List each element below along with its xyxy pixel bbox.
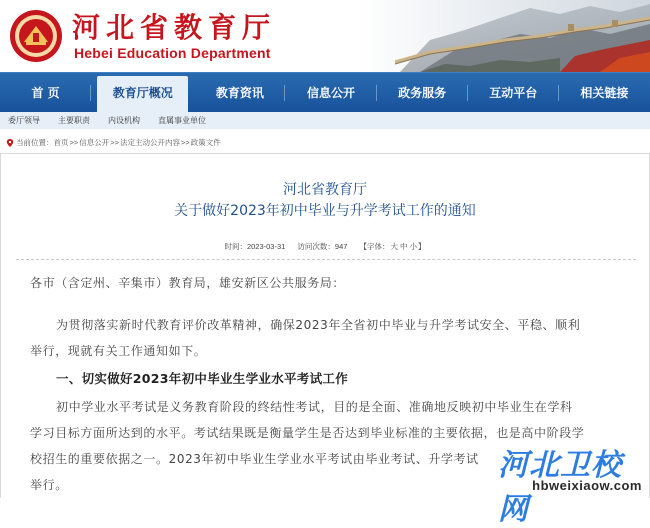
nav-item-label: 首 页 xyxy=(31,86,60,100)
nav-item-news[interactable] xyxy=(194,73,285,113)
article-paragraph: 校招生的重要依据之一。2023年初中毕业生学业水平考试由毕业考试、升学考试 xyxy=(30,452,479,466)
article-paragraph: 学习目标方面所达到的水平。考试结果既是衡量学生是否达到毕业标准的主要依据，也是高中阶段学 xyxy=(30,426,585,440)
site-subtitle: Hebei Education Department xyxy=(74,45,271,61)
breadcrumb-separator: >> xyxy=(110,138,120,147)
breadcrumb xyxy=(6,137,221,149)
font-size-open: 【字体： xyxy=(359,242,390,251)
article-issuer: 河北省教育厅 xyxy=(283,182,367,198)
nav-item-info-disclosure[interactable] xyxy=(285,73,376,113)
breadcrumb-separator: >> xyxy=(181,138,190,147)
font-size-switcher xyxy=(360,242,426,251)
nav-item-label: 教育资讯 xyxy=(215,86,264,100)
breadcrumb-link[interactable]: 首页 xyxy=(53,138,69,147)
nav-item-services[interactable] xyxy=(377,73,468,113)
subnav-item-affiliated-units[interactable]: 直属事业单位 xyxy=(158,116,206,125)
views-label: 访问次数： xyxy=(297,242,335,251)
site-watermark xyxy=(498,440,646,527)
subnav-item-duties[interactable]: 主要职责 xyxy=(58,116,90,125)
breadcrumb-prefix: 当前位置： xyxy=(16,138,54,147)
article-meta xyxy=(0,241,650,253)
nav-item-links[interactable] xyxy=(559,73,650,113)
nav-item-interaction[interactable] xyxy=(468,73,559,113)
font-size-medium-link[interactable]: 中 xyxy=(400,242,408,251)
nav-item-overview[interactable] xyxy=(97,76,188,113)
nav-item-label: 信息公开 xyxy=(306,86,355,100)
header-banner xyxy=(0,0,650,72)
view-count xyxy=(297,242,347,251)
time-value: 2023-03-31 xyxy=(246,242,286,251)
subnav-item-departments[interactable]: 内设机构 xyxy=(108,116,140,125)
site-title: 河北省教育厅 xyxy=(72,11,277,44)
breadcrumb-link[interactable]: 法定主动公开内容 xyxy=(120,138,181,147)
nav-item-label: 政务服务 xyxy=(398,86,447,100)
sub-nav xyxy=(0,112,650,129)
subnav-item-leaders[interactable]: 委厅领导 xyxy=(8,116,40,125)
publish-time xyxy=(224,242,285,251)
views-value: 947 xyxy=(334,242,348,251)
article-paragraph: 为贯彻落实新时代教育评价改革精神，确保2023年全省初中毕业与升学考试安全、平稳、顺利 xyxy=(56,318,581,332)
watermark-text: 河北卫校网 xyxy=(498,448,622,527)
article-paragraph: 初中学业水平考试是义务教育阶段的终结性考试，目的是全面、准确地反映初中毕业生在学科 xyxy=(56,400,573,414)
nav-item-label: 相关链接 xyxy=(580,86,629,100)
article-paragraph: 举行。 xyxy=(30,478,68,492)
nav-item-home[interactable] xyxy=(0,73,91,113)
breadcrumb-link[interactable]: 信息公开 xyxy=(79,138,110,147)
font-size-large-link[interactable]: 大 xyxy=(390,242,399,251)
watermark-url: hbweixiaow.com xyxy=(532,478,642,493)
article-section-heading: 一、切实做好2023年初中毕业生学业水平考试工作 xyxy=(56,371,348,386)
main-nav xyxy=(0,72,650,112)
location-pin-icon xyxy=(6,139,14,147)
nav-item-label: 教育厅概况 xyxy=(112,86,173,100)
meta-divider xyxy=(16,259,636,260)
nav-item-label: 互动平台 xyxy=(489,86,538,100)
article-title: 关于做好2023年初中毕业与升学考试工作的通知 xyxy=(174,203,476,219)
time-label: 时间： xyxy=(224,242,247,251)
breadcrumb-link[interactable]: 政策文件 xyxy=(190,138,221,147)
article-salutation: 各市（含定州、辛集市）教育局，雄安新区公共服务局： xyxy=(30,276,346,290)
article-paragraph: 举行，现就有关工作通知如下。 xyxy=(30,344,207,358)
font-size-small-link[interactable]: 小 xyxy=(409,242,418,251)
breadcrumb-separator: >> xyxy=(69,138,79,147)
font-size-close: 】 xyxy=(418,242,426,251)
education-department-seal-icon xyxy=(9,9,63,63)
